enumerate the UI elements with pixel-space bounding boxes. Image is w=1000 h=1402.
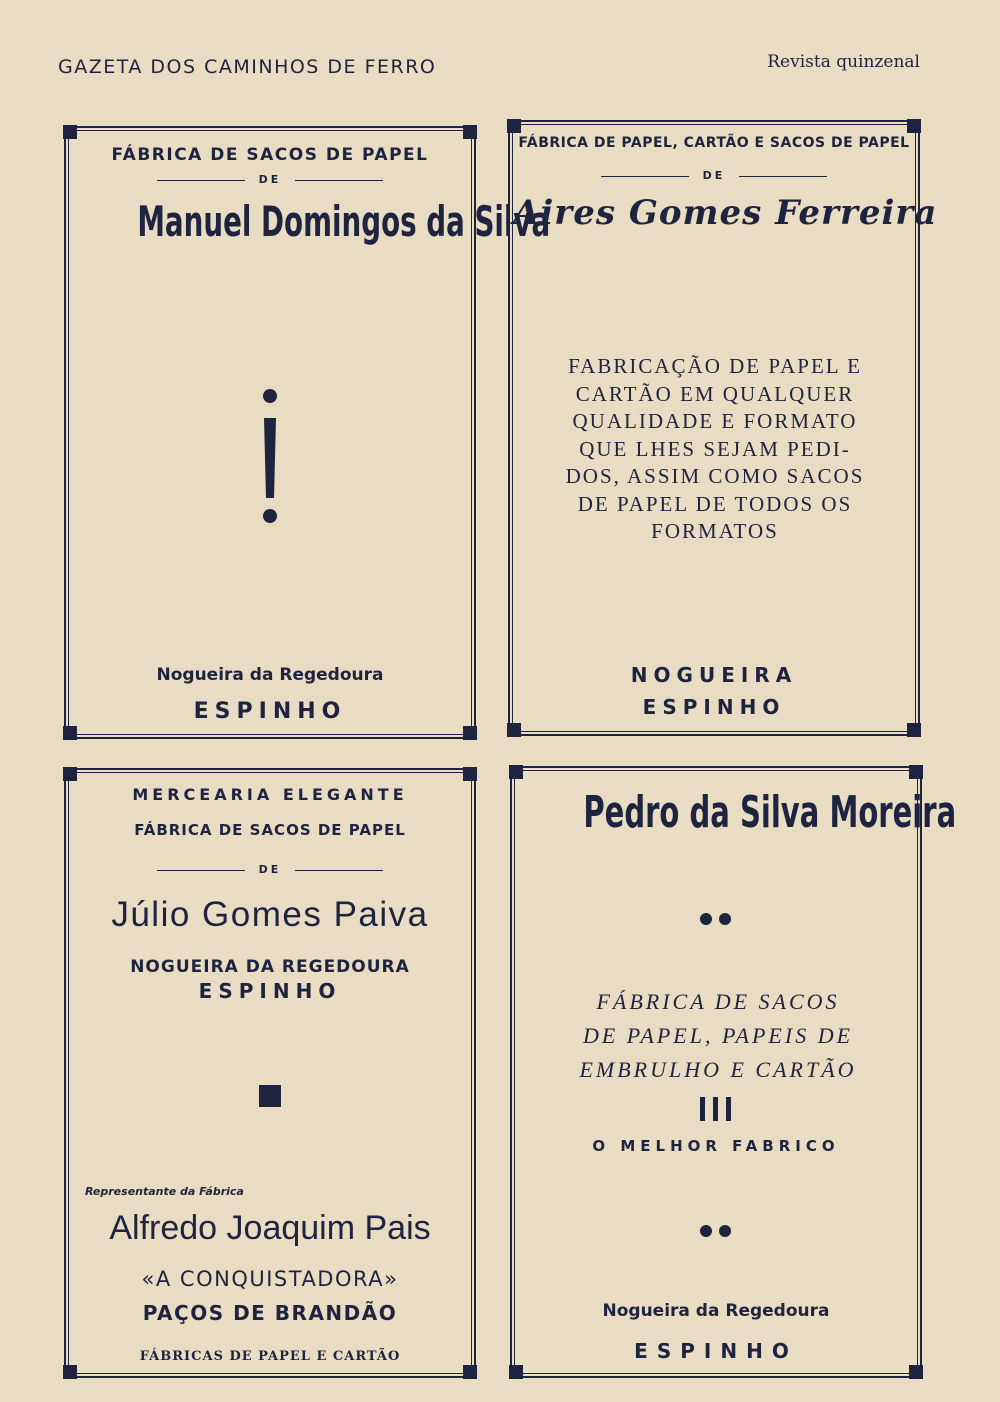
triple-bar-ornament-icon xyxy=(515,1097,917,1125)
advertiser-name: Pedro da Silva Moreira xyxy=(583,787,957,838)
representative-place: PAÇOS DE BRANDÃO xyxy=(142,1301,398,1325)
frame-corner xyxy=(63,125,77,139)
frame-corner xyxy=(63,767,77,781)
frame-corner xyxy=(63,1365,77,1379)
frame-corner xyxy=(507,119,521,133)
ad-place: Nogueira da Regedoura xyxy=(156,665,384,685)
square-ornament-icon xyxy=(69,1085,471,1111)
ad-kicker: MERCEARIA ELEGANTE xyxy=(132,785,408,804)
body-line: DOS, ASSIM COMO SACOS xyxy=(565,464,865,488)
exclamation-ornament-icon xyxy=(69,386,471,530)
ad-place: NOGUEIRA DA REGEDOURA xyxy=(130,957,410,977)
representative-name: Alfredo Joaquim Pais xyxy=(109,1209,431,1247)
advertiser-name: Júlio Gomes Paiva xyxy=(111,895,429,934)
ad-subkicker: FÁBRICA DE SACOS DE PAPEL xyxy=(134,821,406,839)
frame-corner xyxy=(509,765,523,779)
body-line: QUALIDADE E FORMATO xyxy=(572,409,858,433)
advertiser-name: Manuel Domingos da Silva xyxy=(137,197,551,246)
frame-corner xyxy=(463,726,477,740)
ad-city: ESPINHO xyxy=(193,699,347,724)
body-line: CARTÃO EM QUALQUER xyxy=(575,381,855,406)
ad-julio-gomes-paiva xyxy=(68,772,472,1374)
frame-corner xyxy=(463,1365,477,1379)
frame-corner xyxy=(463,767,477,781)
representative-label: Representante da Fábrica xyxy=(85,1185,244,1198)
ad-manuel-domingos-da-silva xyxy=(68,130,551,735)
page-header xyxy=(58,48,920,82)
frame-corner xyxy=(907,119,921,133)
ad-city: ESPINHO xyxy=(634,1339,798,1363)
double-dot-ornament-icon xyxy=(515,1223,917,1242)
frame-corner xyxy=(909,765,923,779)
ad-kicker: FÁBRICA DE SACOS DE PAPEL xyxy=(111,145,429,165)
ad-kicker: FÁBRICA DE PAPEL, CARTÃO E SACOS DE PAPEL xyxy=(518,135,910,151)
magazine-title: GAZETA DOS CAMINHOS DE FERRO xyxy=(58,56,437,78)
frame-corner xyxy=(509,1365,523,1379)
ad-pedro-da-silva-moreira xyxy=(514,770,957,1374)
ad-place: NOGUEIRA xyxy=(630,663,798,687)
de-divider: DE xyxy=(69,863,471,876)
ad-city: ESPINHO xyxy=(198,979,342,1003)
frame-corner xyxy=(463,125,477,139)
body-line: DE PAPEL DE TODOS OS xyxy=(577,491,853,516)
body-line: FÁBRICA DE SACOS xyxy=(596,989,840,1014)
double-dot-ornament-icon xyxy=(515,911,917,930)
de-divider: DE xyxy=(513,169,915,182)
brand-name: «A CONQUISTADORA» xyxy=(141,1267,399,1291)
frame-corner xyxy=(909,1365,923,1379)
body-line: EMBRULHO E CARTÃO xyxy=(579,1057,857,1082)
frame-corner xyxy=(63,726,77,740)
body-line: FORMATOS xyxy=(651,519,779,543)
frame-corner xyxy=(907,723,921,737)
magazine-subtitle: Revista quinzenal xyxy=(767,52,920,72)
ad-footer: FÁBRICAS DE PAPEL E CARTÃO xyxy=(139,1349,401,1364)
ad-place: Nogueira da Regedoura xyxy=(602,1301,830,1321)
frame-corner xyxy=(507,723,521,737)
ad-body xyxy=(563,353,867,546)
body-line: DE PAPEL, PAPEIS DE xyxy=(582,1023,854,1048)
ad-body xyxy=(567,985,869,1087)
ad-aires-gomes-ferreira xyxy=(512,124,938,732)
body-line: QUE LHES SEJAM PEDI- xyxy=(579,436,851,461)
slogan: O MELHOR FABRICO xyxy=(592,1137,840,1155)
body-line: FABRICAÇÃO DE PAPEL E xyxy=(568,354,862,378)
ad-city: ESPINHO xyxy=(642,695,786,719)
de-divider: DE xyxy=(69,173,471,186)
advertiser-name: Aires Gomes Ferreira xyxy=(513,193,938,233)
